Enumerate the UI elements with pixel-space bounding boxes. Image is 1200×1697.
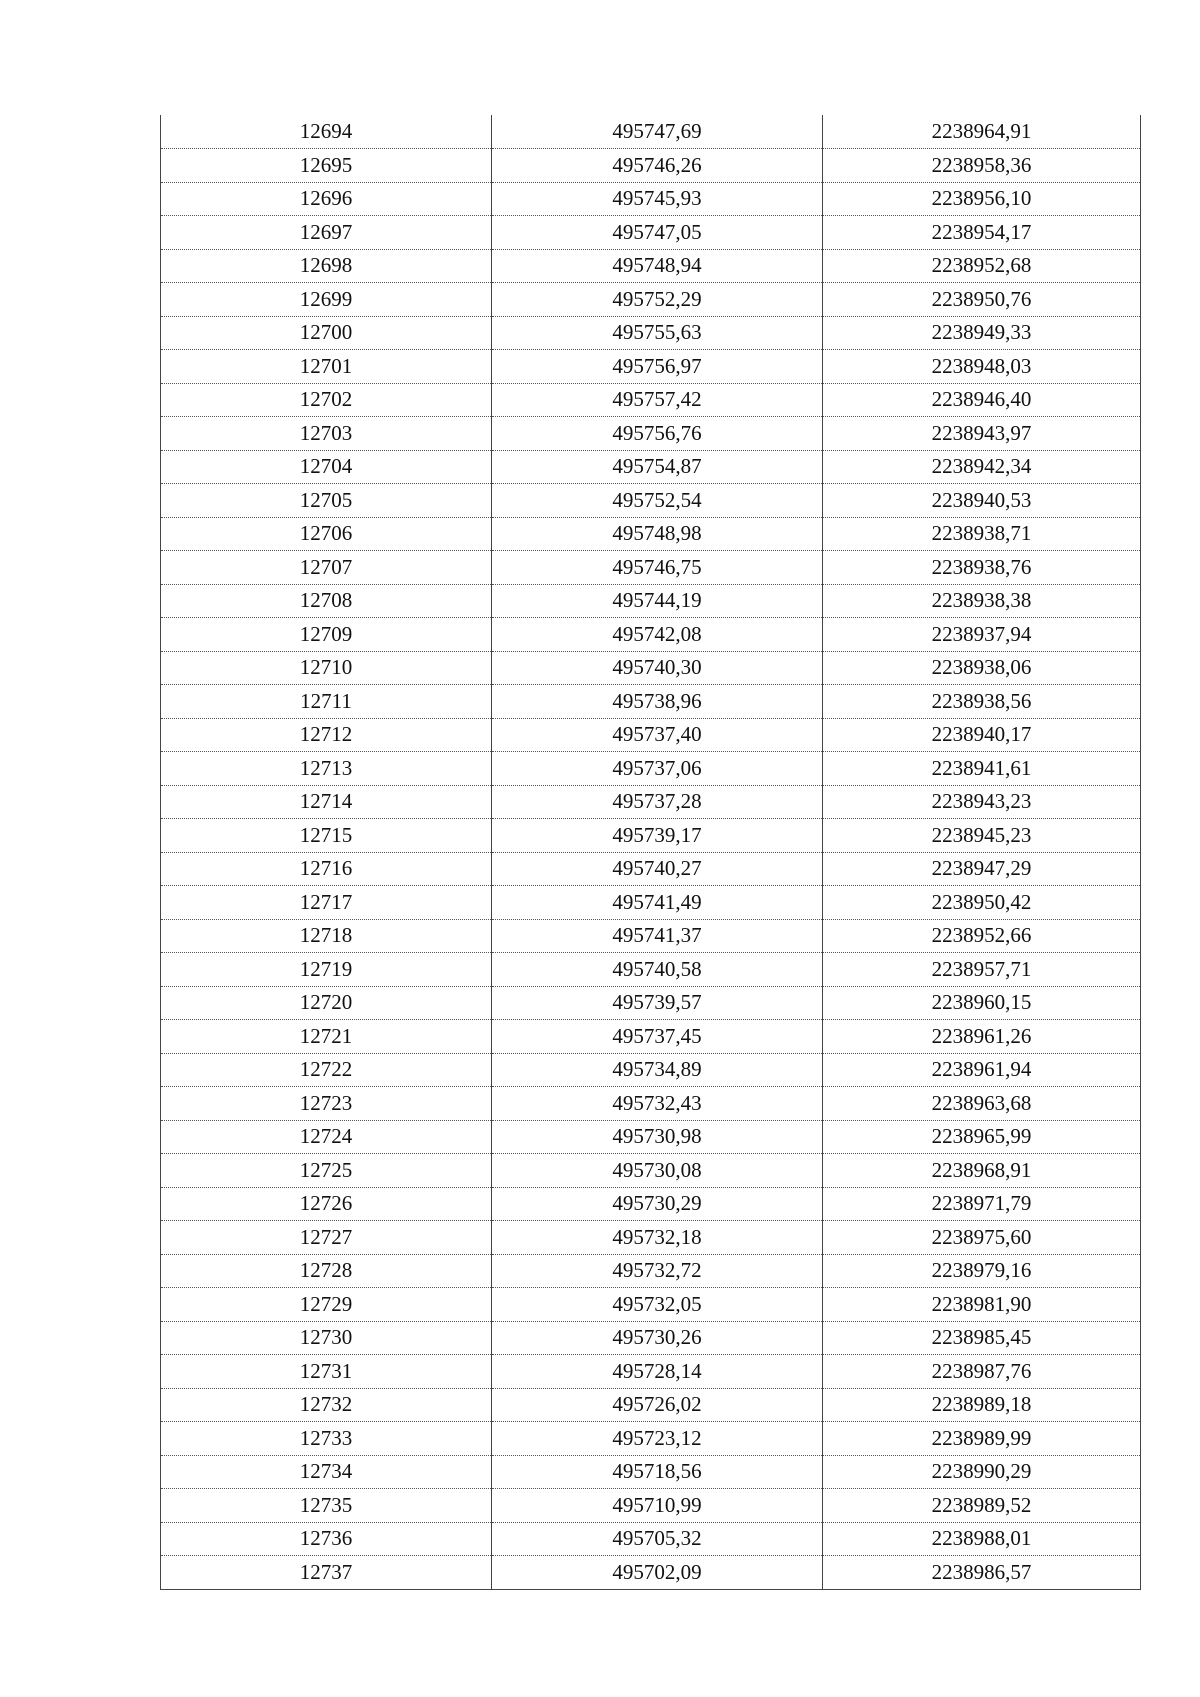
x-coordinate-cell: 495723,12 (492, 1422, 823, 1456)
point-number-cell: 12707 (161, 551, 492, 585)
y-coordinate-cell: 2238981,90 (823, 1288, 1141, 1322)
y-coordinate-cell: 2238971,79 (823, 1187, 1141, 1221)
y-coordinate-cell: 2238950,42 (823, 886, 1141, 920)
point-number-cell: 12723 (161, 1087, 492, 1121)
x-coordinate-cell: 495737,28 (492, 785, 823, 819)
table-row (161, 1087, 1141, 1121)
point-number-cell: 12736 (161, 1522, 492, 1556)
y-coordinate-cell: 2238975,60 (823, 1221, 1141, 1255)
x-coordinate-cell: 495746,75 (492, 551, 823, 585)
point-number-cell: 12720 (161, 986, 492, 1020)
x-coordinate-cell: 495756,97 (492, 350, 823, 384)
x-coordinate-cell: 495755,63 (492, 316, 823, 350)
x-coordinate-cell: 495746,26 (492, 149, 823, 183)
x-coordinate-cell: 495730,98 (492, 1120, 823, 1154)
table-row (161, 1556, 1141, 1590)
y-coordinate-cell: 2238989,99 (823, 1422, 1141, 1456)
y-coordinate-cell: 2238938,06 (823, 651, 1141, 685)
x-coordinate-cell: 495739,57 (492, 986, 823, 1020)
x-coordinate-cell: 495732,18 (492, 1221, 823, 1255)
point-number-cell: 12729 (161, 1288, 492, 1322)
y-coordinate-cell: 2238952,66 (823, 919, 1141, 953)
table-row (161, 852, 1141, 886)
table-row (161, 484, 1141, 518)
point-number-cell: 12701 (161, 350, 492, 384)
table-row (161, 551, 1141, 585)
y-coordinate-cell: 2238945,23 (823, 819, 1141, 853)
y-coordinate-cell: 2238957,71 (823, 953, 1141, 987)
table-row (161, 584, 1141, 618)
y-coordinate-cell: 2238940,53 (823, 484, 1141, 518)
y-coordinate-cell: 2238961,94 (823, 1053, 1141, 1087)
y-coordinate-cell: 2238938,76 (823, 551, 1141, 585)
point-number-cell: 12721 (161, 1020, 492, 1054)
y-coordinate-cell: 2238952,68 (823, 249, 1141, 283)
table-row (161, 1321, 1141, 1355)
x-coordinate-cell: 495744,19 (492, 584, 823, 618)
table-row (161, 283, 1141, 317)
point-number-cell: 12732 (161, 1388, 492, 1422)
point-number-cell: 12717 (161, 886, 492, 920)
y-coordinate-cell: 2238943,97 (823, 417, 1141, 451)
point-number-cell: 12702 (161, 383, 492, 417)
table-row (161, 986, 1141, 1020)
point-number-cell: 12719 (161, 953, 492, 987)
point-number-cell: 12705 (161, 484, 492, 518)
table-row (161, 350, 1141, 384)
x-coordinate-cell: 495730,29 (492, 1187, 823, 1221)
x-coordinate-cell: 495732,72 (492, 1254, 823, 1288)
table-row (161, 1522, 1141, 1556)
point-number-cell: 12734 (161, 1455, 492, 1489)
table-row (161, 149, 1141, 183)
y-coordinate-cell: 2238956,10 (823, 182, 1141, 216)
x-coordinate-cell: 495705,32 (492, 1522, 823, 1556)
table-row (161, 919, 1141, 953)
table-row (161, 182, 1141, 216)
point-number-cell: 12703 (161, 417, 492, 451)
x-coordinate-cell: 495748,98 (492, 517, 823, 551)
point-number-cell: 12708 (161, 584, 492, 618)
point-number-cell: 12728 (161, 1254, 492, 1288)
table-row (161, 383, 1141, 417)
x-coordinate-cell: 495718,56 (492, 1455, 823, 1489)
table-row (161, 316, 1141, 350)
x-coordinate-cell: 495710,99 (492, 1489, 823, 1523)
y-coordinate-cell: 2238965,99 (823, 1120, 1141, 1154)
x-coordinate-cell: 495737,45 (492, 1020, 823, 1054)
y-coordinate-cell: 2238958,36 (823, 149, 1141, 183)
table-row (161, 618, 1141, 652)
point-number-cell: 12710 (161, 651, 492, 685)
y-coordinate-cell: 2238938,38 (823, 584, 1141, 618)
table-row (161, 886, 1141, 920)
table-row (161, 1288, 1141, 1322)
coordinates-table-body (161, 115, 1141, 1589)
table-row (161, 417, 1141, 451)
y-coordinate-cell: 2238964,91 (823, 115, 1141, 149)
y-coordinate-cell: 2238937,94 (823, 618, 1141, 652)
y-coordinate-cell: 2238968,91 (823, 1154, 1141, 1188)
y-coordinate-cell: 2238954,17 (823, 216, 1141, 250)
table-row (161, 115, 1141, 149)
point-number-cell: 12727 (161, 1221, 492, 1255)
point-number-cell: 12716 (161, 852, 492, 886)
x-coordinate-cell: 495741,49 (492, 886, 823, 920)
x-coordinate-cell: 495702,09 (492, 1556, 823, 1590)
point-number-cell: 12709 (161, 618, 492, 652)
y-coordinate-cell: 2238988,01 (823, 1522, 1141, 1556)
x-coordinate-cell: 495754,87 (492, 450, 823, 484)
table-row (161, 1221, 1141, 1255)
x-coordinate-cell: 495732,05 (492, 1288, 823, 1322)
table-row (161, 1154, 1141, 1188)
x-coordinate-cell: 495752,29 (492, 283, 823, 317)
table-row (161, 1020, 1141, 1054)
x-coordinate-cell: 495730,08 (492, 1154, 823, 1188)
x-coordinate-cell: 495741,37 (492, 919, 823, 953)
point-number-cell: 12730 (161, 1321, 492, 1355)
point-number-cell: 12704 (161, 450, 492, 484)
point-number-cell: 12697 (161, 216, 492, 250)
y-coordinate-cell: 2238940,17 (823, 718, 1141, 752)
x-coordinate-cell: 495726,02 (492, 1388, 823, 1422)
table-row (161, 1455, 1141, 1489)
y-coordinate-cell: 2238989,52 (823, 1489, 1141, 1523)
x-coordinate-cell: 495740,58 (492, 953, 823, 987)
table-row (161, 517, 1141, 551)
point-number-cell: 12731 (161, 1355, 492, 1389)
x-coordinate-cell: 495752,54 (492, 484, 823, 518)
y-coordinate-cell: 2238943,23 (823, 785, 1141, 819)
x-coordinate-cell: 495747,69 (492, 115, 823, 149)
x-coordinate-cell: 495740,30 (492, 651, 823, 685)
x-coordinate-cell: 495737,06 (492, 752, 823, 786)
table-row (161, 685, 1141, 719)
point-number-cell: 12694 (161, 115, 492, 149)
x-coordinate-cell: 495737,40 (492, 718, 823, 752)
table-row (161, 953, 1141, 987)
point-number-cell: 12712 (161, 718, 492, 752)
y-coordinate-cell: 2238946,40 (823, 383, 1141, 417)
y-coordinate-cell: 2238990,29 (823, 1455, 1141, 1489)
table-row (161, 819, 1141, 853)
table-row (161, 1187, 1141, 1221)
point-number-cell: 12725 (161, 1154, 492, 1188)
point-number-cell: 12711 (161, 685, 492, 719)
x-coordinate-cell: 495728,14 (492, 1355, 823, 1389)
x-coordinate-cell: 495734,89 (492, 1053, 823, 1087)
y-coordinate-cell: 2238963,68 (823, 1087, 1141, 1121)
y-coordinate-cell: 2238961,26 (823, 1020, 1141, 1054)
table-row (161, 1053, 1141, 1087)
point-number-cell: 12735 (161, 1489, 492, 1523)
x-coordinate-cell: 495747,05 (492, 216, 823, 250)
table-row (161, 752, 1141, 786)
y-coordinate-cell: 2238938,56 (823, 685, 1141, 719)
point-number-cell: 12696 (161, 182, 492, 216)
table-row (161, 249, 1141, 283)
table-row (161, 1489, 1141, 1523)
point-number-cell: 12722 (161, 1053, 492, 1087)
point-number-cell: 12706 (161, 517, 492, 551)
table-row (161, 1388, 1141, 1422)
y-coordinate-cell: 2238985,45 (823, 1321, 1141, 1355)
x-coordinate-cell: 495745,93 (492, 182, 823, 216)
x-coordinate-cell: 495757,42 (492, 383, 823, 417)
table-row (161, 1254, 1141, 1288)
y-coordinate-cell: 2238986,57 (823, 1556, 1141, 1590)
table-row (161, 785, 1141, 819)
x-coordinate-cell: 495740,27 (492, 852, 823, 886)
point-number-cell: 12724 (161, 1120, 492, 1154)
table-row (161, 450, 1141, 484)
point-number-cell: 12699 (161, 283, 492, 317)
table-row (161, 651, 1141, 685)
y-coordinate-cell: 2238950,76 (823, 283, 1141, 317)
table-row (161, 718, 1141, 752)
table-row (161, 216, 1141, 250)
table-row (161, 1422, 1141, 1456)
point-number-cell: 12695 (161, 149, 492, 183)
y-coordinate-cell: 2238960,15 (823, 986, 1141, 1020)
x-coordinate-cell: 495738,96 (492, 685, 823, 719)
point-number-cell: 12718 (161, 919, 492, 953)
point-number-cell: 12714 (161, 785, 492, 819)
y-coordinate-cell: 2238941,61 (823, 752, 1141, 786)
point-number-cell: 12733 (161, 1422, 492, 1456)
y-coordinate-cell: 2238942,34 (823, 450, 1141, 484)
x-coordinate-cell: 495742,08 (492, 618, 823, 652)
point-number-cell: 12713 (161, 752, 492, 786)
x-coordinate-cell: 495756,76 (492, 417, 823, 451)
y-coordinate-cell: 2238987,76 (823, 1355, 1141, 1389)
table-row (161, 1120, 1141, 1154)
x-coordinate-cell: 495748,94 (492, 249, 823, 283)
y-coordinate-cell: 2238947,29 (823, 852, 1141, 886)
x-coordinate-cell: 495730,26 (492, 1321, 823, 1355)
y-coordinate-cell: 2238989,18 (823, 1388, 1141, 1422)
point-number-cell: 12700 (161, 316, 492, 350)
x-coordinate-cell: 495739,17 (492, 819, 823, 853)
y-coordinate-cell: 2238979,16 (823, 1254, 1141, 1288)
table-row (161, 1355, 1141, 1389)
point-number-cell: 12726 (161, 1187, 492, 1221)
coordinates-table (160, 115, 1141, 1590)
point-number-cell: 12737 (161, 1556, 492, 1590)
point-number-cell: 12715 (161, 819, 492, 853)
y-coordinate-cell: 2238949,33 (823, 316, 1141, 350)
y-coordinate-cell: 2238948,03 (823, 350, 1141, 384)
y-coordinate-cell: 2238938,71 (823, 517, 1141, 551)
x-coordinate-cell: 495732,43 (492, 1087, 823, 1121)
point-number-cell: 12698 (161, 249, 492, 283)
